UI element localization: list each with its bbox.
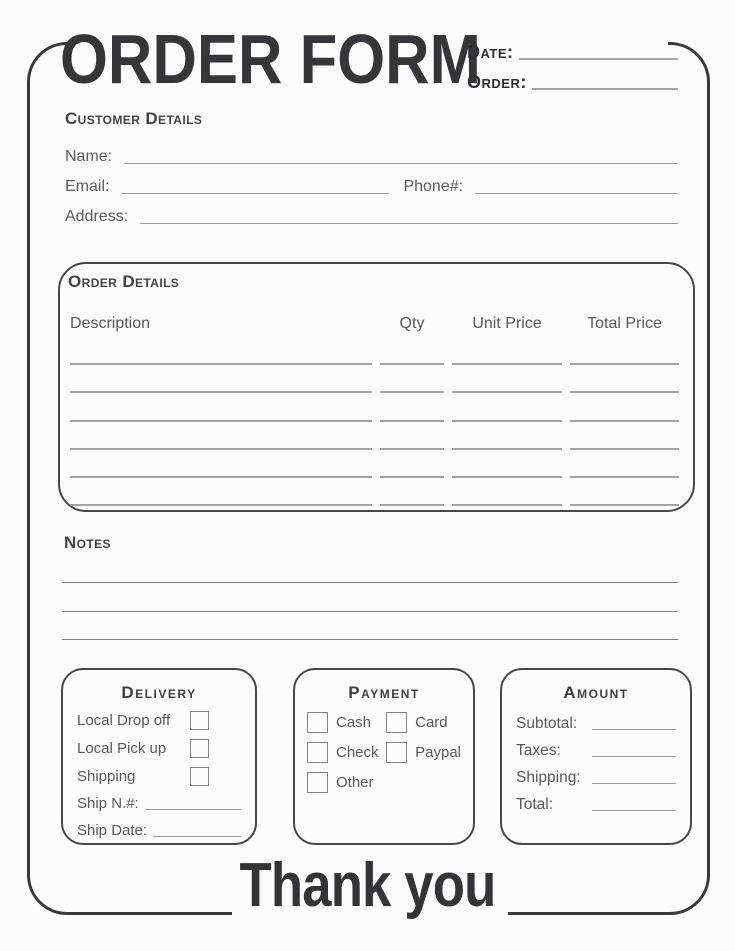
shipping-option-label: Shipping — [77, 767, 136, 785]
qty-cell-line[interactable] — [380, 337, 444, 365]
subtotal-label: Subtotal: — [516, 715, 578, 732]
payment-option-row — [307, 707, 386, 737]
check-checkbox[interactable] — [307, 742, 328, 763]
order-table-row — [70, 422, 683, 450]
order-table-rows — [70, 337, 683, 506]
total-label: Total: — [516, 796, 554, 813]
address-label: Address: — [65, 208, 129, 225]
unit-price-cell-line[interactable] — [452, 450, 562, 478]
shipping-checkbox[interactable] — [190, 767, 209, 786]
customer-details-heading: Customer Details — [65, 109, 203, 128]
local-pick-up-checkbox[interactable] — [190, 739, 209, 758]
cash-checkbox[interactable] — [307, 712, 328, 733]
unit-price-cell-line[interactable] — [452, 337, 562, 365]
total-line[interactable] — [592, 799, 676, 811]
unit-price-cell-line[interactable] — [452, 422, 562, 450]
notes-heading: Notes — [64, 533, 111, 552]
taxes-line[interactable] — [592, 745, 676, 757]
email-phone-field-row — [65, 178, 678, 196]
card-checkbox[interactable] — [386, 712, 407, 733]
notes-line[interactable] — [62, 612, 678, 641]
shipping-line[interactable] — [592, 772, 676, 784]
other-checkbox[interactable] — [307, 772, 328, 793]
column-header-unit-price: Unit Price — [472, 315, 542, 332]
total-price-cell-line[interactable] — [570, 422, 679, 450]
amount-rows — [516, 706, 676, 814]
description-cell-line[interactable] — [70, 478, 372, 506]
payment-option-row — [307, 737, 386, 767]
amount-box — [500, 668, 692, 845]
name-label: Name: — [65, 148, 113, 165]
paypal-label: Paypal — [415, 743, 461, 761]
description-cell-line[interactable] — [70, 393, 372, 421]
name-field-row — [65, 148, 678, 166]
qty-cell-line[interactable] — [380, 478, 444, 506]
ship-date-row — [77, 817, 241, 844]
payment-box — [293, 668, 475, 845]
paypal-checkbox[interactable] — [386, 742, 407, 763]
payment-options — [307, 707, 461, 797]
payment-options-right-column — [386, 707, 461, 797]
order-table-row — [70, 478, 683, 506]
form-title: ORDER FORM — [60, 20, 481, 98]
order-number-label: Order: — [467, 72, 527, 92]
shipping-row — [516, 760, 676, 787]
order-table-row — [70, 393, 683, 421]
email-input-line[interactable] — [121, 179, 389, 194]
delivery-option-row — [77, 706, 241, 734]
email-label: Email: — [65, 178, 110, 195]
qty-cell-line[interactable] — [380, 422, 444, 450]
phone-input-line[interactable] — [475, 179, 678, 194]
description-cell-line[interactable] — [70, 337, 372, 365]
notes-line[interactable] — [62, 583, 678, 612]
shipping-label: Shipping: — [516, 769, 581, 786]
payment-options-left-column — [307, 707, 386, 797]
total-price-cell-line[interactable] — [570, 365, 679, 393]
name-input-line[interactable] — [124, 149, 678, 164]
order-details-heading: Order Details — [68, 272, 180, 291]
total-price-cell-line[interactable] — [570, 337, 679, 365]
unit-price-cell-line[interactable] — [452, 393, 562, 421]
ship-number-row — [77, 790, 241, 817]
description-cell-line[interactable] — [70, 450, 372, 478]
delivery-box — [61, 668, 257, 845]
order-details-box — [58, 262, 695, 512]
subtotal-line[interactable] — [592, 718, 676, 730]
card-label: Card — [415, 713, 448, 731]
total-price-cell-line[interactable] — [570, 393, 679, 421]
qty-cell-line[interactable] — [380, 393, 444, 421]
order-table-header — [70, 315, 683, 333]
ship-date-line[interactable] — [153, 825, 241, 837]
payment-option-row — [307, 767, 386, 797]
ship-date-label: Ship Date: — [77, 822, 148, 839]
ship-number-label: Ship N.#: — [77, 795, 139, 812]
delivery-option-row — [77, 762, 241, 790]
total-price-cell-line[interactable] — [570, 450, 679, 478]
delivery-option-row — [77, 734, 241, 762]
delivery-heading: Delivery — [121, 683, 197, 702]
taxes-row — [516, 733, 676, 760]
ship-number-line[interactable] — [145, 798, 241, 810]
order-number-field-row — [467, 72, 678, 93]
amount-heading: Amount — [563, 683, 629, 702]
column-header-description: Description — [70, 315, 151, 332]
date-label: Date: — [467, 42, 514, 62]
qty-cell-line[interactable] — [380, 450, 444, 478]
total-row — [516, 787, 676, 814]
local-drop-off-label: Local Drop off — [77, 711, 171, 729]
payment-option-row — [386, 737, 461, 767]
column-header-total-price: Total Price — [587, 315, 662, 332]
payment-option-row — [386, 707, 461, 737]
order-number-input-line[interactable] — [532, 74, 678, 90]
address-input-line[interactable] — [140, 209, 678, 224]
order-table-row — [70, 365, 683, 393]
description-cell-line[interactable] — [70, 365, 372, 393]
date-input-line[interactable] — [519, 44, 678, 60]
taxes-label: Taxes: — [516, 742, 561, 759]
column-header-qty: Qty — [399, 315, 425, 332]
local-pick-up-label: Local Pick up — [77, 739, 167, 757]
unit-price-cell-line[interactable] — [452, 365, 562, 393]
notes-line[interactable] — [62, 554, 678, 583]
total-price-cell-line[interactable] — [570, 478, 679, 506]
delivery-options — [77, 706, 241, 844]
cash-label: Cash — [336, 713, 372, 731]
order-table-row — [70, 337, 683, 365]
phone-label: Phone#: — [403, 178, 464, 195]
payment-heading: Payment — [348, 683, 420, 702]
description-cell-line[interactable] — [70, 422, 372, 450]
thank-you-text: Thank you — [239, 851, 496, 920]
local-drop-off-checkbox[interactable] — [190, 711, 209, 730]
other-label: Other — [336, 773, 374, 791]
subtotal-row — [516, 706, 676, 733]
check-label: Check — [336, 743, 379, 761]
qty-cell-line[interactable] — [380, 365, 444, 393]
date-field-row — [467, 42, 678, 63]
notes-area — [62, 554, 678, 640]
address-field-row — [65, 208, 678, 226]
order-table-row — [70, 450, 683, 478]
unit-price-cell-line[interactable] — [452, 478, 562, 506]
